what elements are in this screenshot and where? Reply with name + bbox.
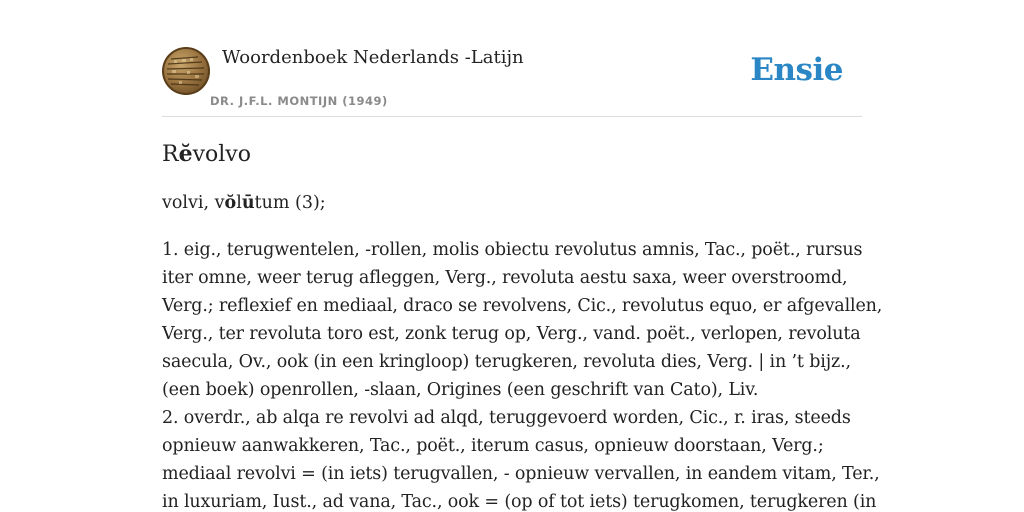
definition-line: Verg., ter revoluta toro est, zonk terug op, Verg., vand. poët., verlopen, revoluta (162, 324, 861, 344)
brand-logo[interactable]: Ensie (750, 52, 843, 88)
forms-part-bold: ū (241, 193, 255, 213)
definition (162, 236, 883, 512)
definition-line: mediaal revolvi = (in iets) terugvallen, - opnieuw vervallen, in eandem vitam, Ter., (162, 464, 880, 484)
definition-line: saecula, Ov., ook (in een kringloop) terugkeren, revoluta dies, Verg. | in ’t bijz., (162, 352, 851, 372)
book-cover-avatar[interactable] (162, 47, 210, 95)
headword-part-bold: ĕ (178, 141, 193, 167)
forms-part-bold: ŏ (224, 193, 237, 213)
definition-line: in luxuriam, Iust., ad vana, Tac., ook = (op of tot iets) terugkomen, terugkeren (in (162, 492, 877, 512)
book-title[interactable]: Woordenboek Nederlands -Latijn (222, 47, 524, 68)
header (162, 44, 862, 117)
headword-part: R (162, 142, 179, 167)
forms-part: volvi, v (162, 193, 225, 213)
principal-parts (162, 189, 862, 217)
forms-part: l (236, 193, 242, 213)
forms-part: tum (3); (254, 193, 326, 213)
entry-content (162, 136, 883, 512)
definition-line: Verg.; reflexief en mediaal, draco se revolvens, Cic., revolutus equo, er afgevallen, (162, 296, 883, 316)
definition-line: 2. overdr., ab alqa re revolvi ad alqd, teruggevoerd worden, Cic., r. iras, steeds (162, 408, 851, 428)
headword-part: volvo (192, 142, 251, 167)
definition-line: iter omne, weer terug afleggen, Verg., revoluta aestu saxa, weer overstroomd, (162, 268, 848, 288)
book-author: DR. J.F.L. MONTIJN (1949) (210, 94, 388, 108)
definition-line: (een boek) openrollen, -slaan, Origines (een geschrift van Cato), Liv. (162, 380, 759, 400)
definition-line: 1. eig., terugwentelen, -rollen, molis obiectu revolutus amnis, Tac., poët., rursus (162, 240, 863, 260)
coin-image-icon (162, 47, 210, 95)
definition-line: opnieuw aanwakkeren, Tac., poët., iterum casus, opnieuw doorstaan, Verg.; (162, 436, 824, 456)
headword (162, 136, 862, 173)
